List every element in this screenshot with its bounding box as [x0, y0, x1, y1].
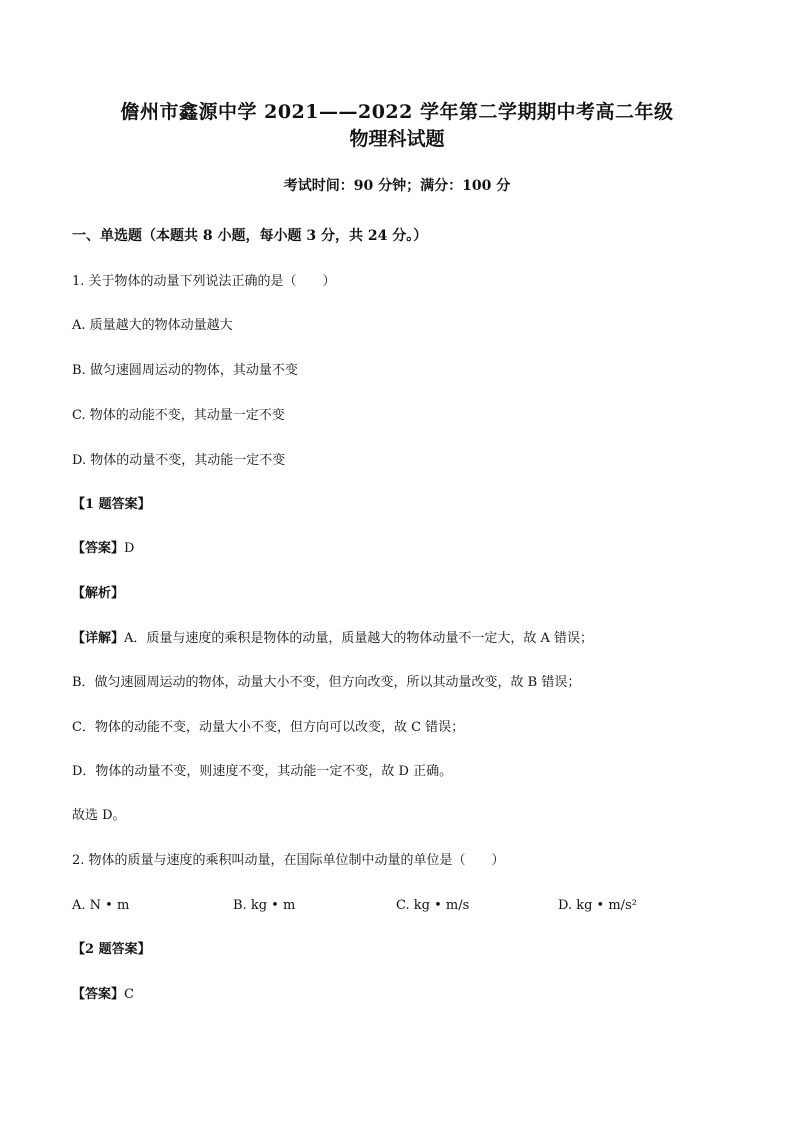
answer-label: 【答案】: [72, 541, 125, 556]
question-1-detail-d: D．物体的动量不变，则速度不变，其动能一定不变，故 D 正确。: [72, 764, 453, 779]
question-1-answer: [72, 541, 134, 557]
question-2-option-d: D. kg • m/s²: [558, 898, 637, 913]
question-1-detail-b: B．做匀速圆周运动的物体，动量大小不变，但方向改变，所以其动量改变，故 B 错误；: [72, 675, 581, 690]
question-1-option-a: A. 质量越大的物体动量越大: [72, 318, 233, 333]
question-1-analysis-tag: 【解析】: [72, 586, 125, 601]
answer-label: 【答案】: [72, 987, 125, 1002]
detail-label: 【详解】: [72, 631, 125, 646]
answer-value: C: [124, 987, 134, 1002]
answer-value: D: [124, 541, 135, 556]
question-1-option-d: D. 物体的动量不变，其动能一定不变: [72, 453, 286, 468]
question-2-answer: [72, 987, 134, 1003]
question-1-conclusion: 故选 D。: [72, 808, 126, 823]
exam-title: 儋州市鑫源中学 2021——2022 学年第二学期期中考高二年级: [120, 101, 674, 123]
question-2-option-b: B. kg • m: [233, 898, 296, 913]
question-2-option-a: A. N • m: [72, 898, 130, 913]
question-2-answer-tag: 【2 题答案】: [72, 942, 151, 957]
section-heading: 一、单选题（本题共 8 小题，每小题 3 分，共 24 分。）: [72, 228, 428, 244]
question-1-option-c: C. 物体的动能不变，其动量一定不变: [72, 408, 285, 423]
question-2-option-c: C. kg • m/s: [396, 898, 470, 913]
exam-info: 考试时间：90 分钟；满分：100 分: [283, 178, 511, 194]
question-1-detail-a: [72, 631, 593, 647]
question-1-stem: 1. 关于物体的动量下列说法正确的是（ ）: [72, 274, 336, 289]
question-1-option-b: B. 做匀速圆周运动的物体，其动量不变: [72, 363, 298, 378]
question-1-answer-tag: 【1 题答案】: [72, 497, 151, 512]
subject-title: 物理科试题: [349, 128, 445, 150]
question-2-stem: 2. 物体的质量与速度的乘积叫动量，在国际单位制中动量的单位是（ ）: [72, 853, 505, 868]
question-1-detail-c: C．物体的动能不变，动量大小不变，但方向可以改变，故 C 错误；: [72, 720, 465, 735]
detail-text: A．质量与速度的乘积是物体的动量，质量越大的物体动量不一定大，故 A 错误；: [124, 631, 594, 646]
